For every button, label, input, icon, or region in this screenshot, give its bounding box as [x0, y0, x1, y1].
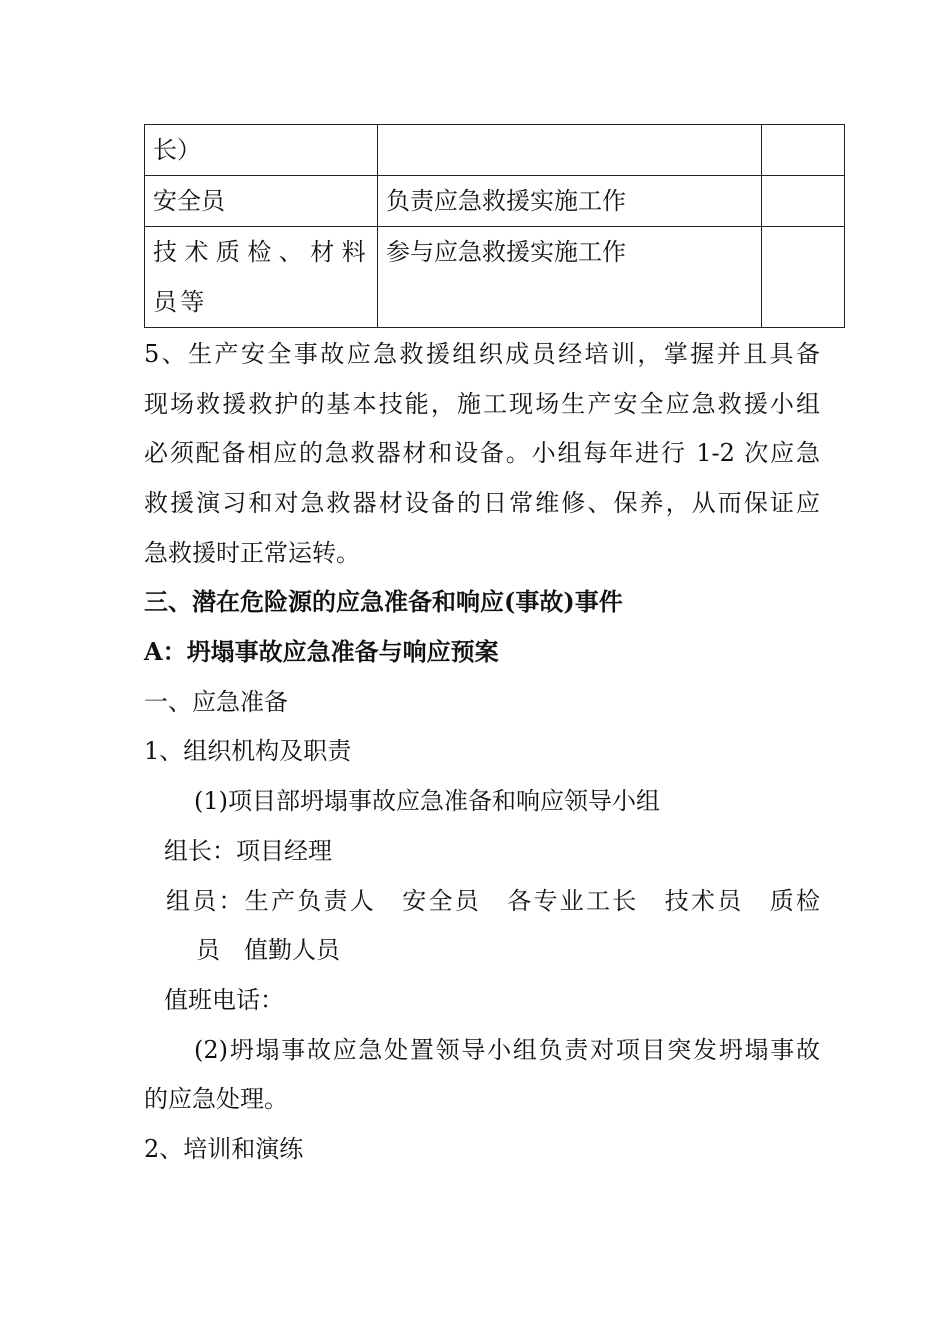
item-disposal-group: (2)坍塌事故应急处置领导小组负责对项目突发坍塌事故 [194, 1036, 820, 1064]
heading-emergency-preparation: 一、应急准备 [144, 688, 288, 716]
table-row [145, 125, 845, 176]
table-cell-duty: 负责应急救援实施工作 [378, 176, 762, 227]
table-cell-role: 安全员 [145, 176, 378, 227]
group-leader-line: 组长：项目经理 [164, 837, 332, 865]
group-members-line-continued: 员 值勤人员 [196, 936, 340, 964]
section-heading: 三、潜在危险源的应急准备和响应(事故)事件 [144, 587, 623, 616]
paragraph-5-line: 救援演习和对急救器材设备的日常维修、保养，从而保证应 [144, 489, 820, 517]
table-cell-note [762, 227, 845, 328]
table-cell-role-text: 技术质检、材料员等 [153, 238, 369, 316]
duty-phone-line: 值班电话： [164, 986, 284, 1014]
group-members-line: 组员：生产负责人 安全员 各专业工长 技术员 质检 [166, 887, 820, 915]
table-row [145, 176, 845, 227]
table-cell-note [762, 176, 845, 227]
paragraph-5-line: 必须配备相应的急救器材和设备。小组每年进行 1-2 次应急 [144, 439, 820, 467]
paragraph-5-line: 5、生产安全事故应急救援组织成员经培训，掌握并且具备 [144, 340, 820, 368]
item-disposal-group-continued: 的应急处理。 [144, 1085, 288, 1113]
item-leadership-group: (1)项目部坍塌事故应急准备和响应领导小组 [194, 787, 660, 815]
table-cell-role: 长） [145, 125, 378, 176]
table-cell-note [762, 125, 845, 176]
subsection-heading: A：坍塌事故应急准备与响应预案 [144, 637, 499, 666]
emergency-roles-table [144, 124, 845, 328]
table-cell-role [145, 227, 378, 328]
table-cell-duty: 参与应急救援实施工作 [378, 227, 762, 328]
item-organization: 1、组织机构及职责 [144, 737, 352, 765]
table-cell-duty [378, 125, 762, 176]
paragraph-5-line: 现场救援救护的基本技能，施工现场生产安全应急救援小组 [144, 390, 820, 418]
item-training: 2、培训和演练 [144, 1135, 304, 1163]
paragraph-5-line: 急救援时正常运转。 [144, 539, 360, 567]
table-row [145, 227, 845, 328]
